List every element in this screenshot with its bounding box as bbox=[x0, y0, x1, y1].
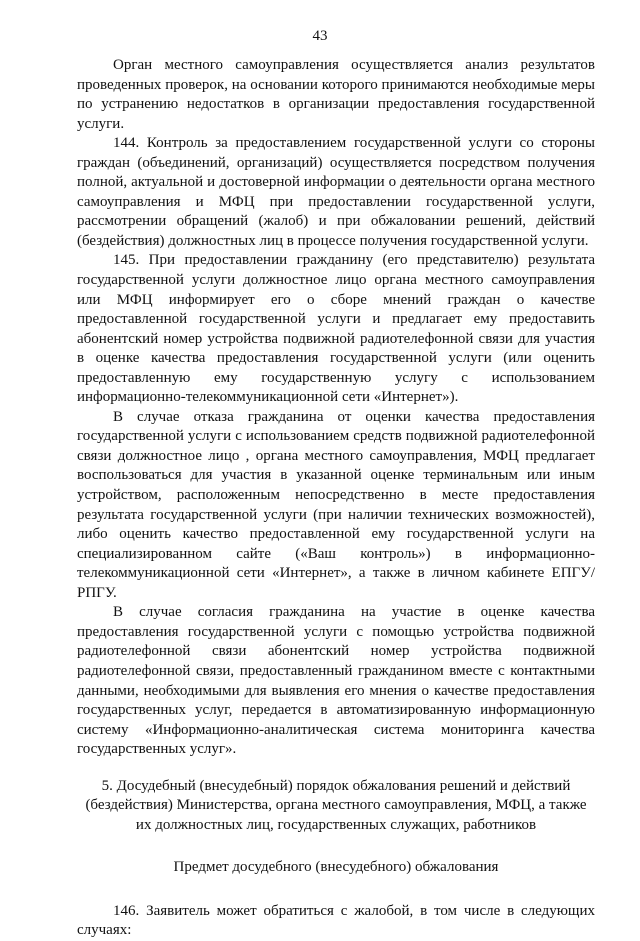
document-body bbox=[77, 56, 595, 941]
subsection-heading-appeal-subject: Предмет досудебного (внесудебного) обжалования bbox=[173, 859, 499, 876]
paragraph-consent-case: В случае согласия гражданина на участие в оценке качества предоставления государственной услуги с помощью устройства подвижной радиотелефонной связи абонентский номер устройства подвижной радиотелефонной связи, предоставленный гражданином вместе с контактными данными, необходимыми для выявления его мнения о качестве предоставления государственных услуг, передается в автоматизированную информационную систему «Информационно-аналитическая система мониторинга качества государственных услуг». bbox=[77, 604, 595, 758]
paragraph-146-complaint-cases: 146. Заявитель может обратиться с жалобой, в том числе в следующих случаях: bbox=[77, 902, 595, 939]
page-number: 43 bbox=[312, 28, 328, 44]
paragraph-144-citizen-control: 144. Контроль за предоставлением государственной услуги со стороны граждан (объединений, организаций) осуществляется посредством получения полной, актуальной и достоверной информации о деятельности органа местного самоуправления и МФЦ при предоставлении государственной услуги, рассмотрении обращений (жалоб) и при обжаловании решений, действий (бездействия) должностных лиц в процессе получения государственной услуги. bbox=[77, 135, 595, 249]
paragraph-145-quality-survey: 145. При предоставлении гражданину (его представителю) результата государственной услуги должностное лицо органа местного самоуправления или МФЦ информирует его о сборе мнений граждан о качестве предоставленной государственной услуги и предлагает ему предоставить абонентский номер устройства подвижной радиотелефонной связи для участия в оценке качества предоставления государственной услуги (или оценить предоставленную ему государственную услугу с использованием информационно-телекоммуникационной сети «Интернет»). bbox=[77, 252, 595, 406]
paragraph-refusal-case: В случае отказа гражданина от оценки качества предоставления государственной услуги с использованием средств подвижной радиотелефонной связи должностное лицо , органа местного самоуправления, МФЦ предлагает воспользоваться для участия в указанной оценке терминальным или иным устройством, расположенным непосредственно в месте предоставления результата государственной услуги (при наличии технических возможностей), либо оценить качество предоставленной ему государственной услуги на специализированном сайте («Ваш контроль») в информационно-телекоммуникационной сети «Интернет», а также в личном кабинете ЕПГУ/РПГУ. bbox=[77, 408, 595, 601]
section-heading-appeal-procedure: 5. Досудебный (внесудебный) порядок обжалования решений и действий (бездействия) Министерства, органа местного самоуправления, МФЦ, а также их должностных лиц, государственных служащих, работников bbox=[85, 777, 587, 834]
paragraph-analysis-results: Орган местного самоуправления осуществляется анализ результатов проведенных проверок, на основании которого принимаются необходимые меры по устранению недостатков в организации предоставления государственной услуги. bbox=[77, 57, 595, 132]
